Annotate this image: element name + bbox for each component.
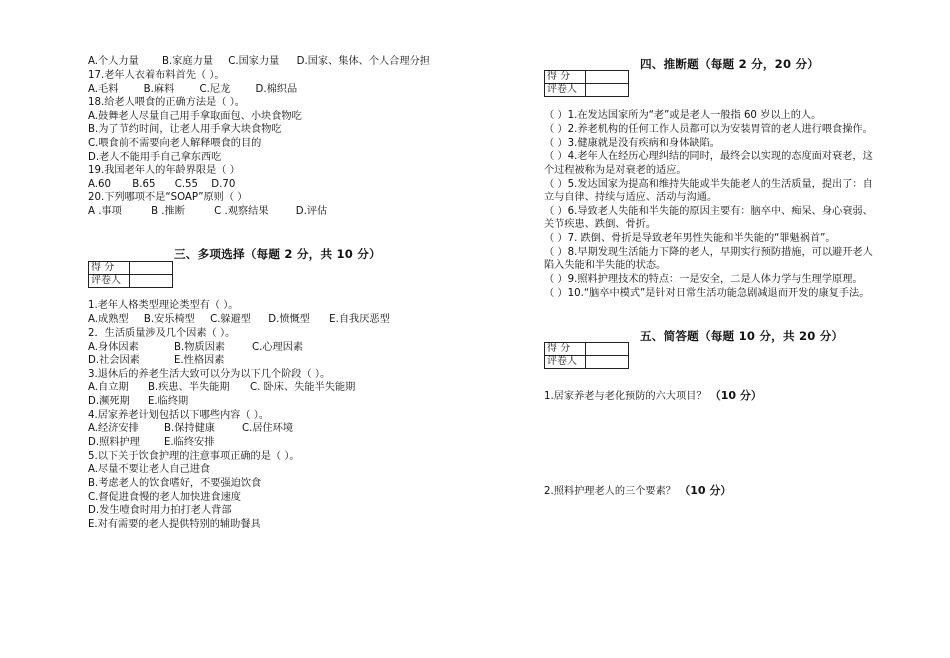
s3-q5-option-e: E.对有需要的老人提供特别的辅助餐具 — [88, 519, 261, 530]
question-text: 1.居家养老与老化预防的六大项目？ — [544, 391, 707, 402]
s3-q3-row1 — [88, 381, 355, 394]
option: C.国家力量 — [228, 56, 280, 67]
option: C.尼龙 — [199, 84, 231, 95]
s3-q5-option-b: B.考虑老人的饮食嗜好，不要强迫饮食 — [88, 478, 262, 489]
s4-item-8: （ ）8.早期发现生活能力下降的老人，早期实行预防措施，可以避开老人 — [544, 247, 873, 258]
q19-stem: 19.我国老年人的年龄界限是（ ） — [88, 165, 240, 176]
option: D.70 — [211, 179, 236, 190]
q18-option-d: D.老人不能用手自己拿东西吃 — [88, 152, 222, 163]
question-points: （10 分） — [709, 389, 762, 402]
s3-q5-option-a: A.尽量不要让老人自己进食 — [88, 464, 211, 475]
s3-q5-stem: 5.以下关于饮食护理的注意事项正确的是（ ）。 — [88, 451, 300, 462]
grader-label: 评卷人 — [545, 84, 586, 97]
score-table-section-3 — [88, 261, 173, 288]
option: E.临终安排 — [164, 437, 215, 448]
score-label: 得 分 — [545, 343, 586, 356]
option: C .观察结果 — [214, 206, 269, 217]
option: A.60 — [88, 179, 111, 190]
option: C.55 — [174, 179, 199, 190]
option: A .事项 — [88, 206, 122, 217]
option: A.毛料 — [88, 84, 119, 95]
q20-options — [88, 205, 327, 218]
s5-q2 — [544, 484, 731, 498]
s4-item-3: （ ）3.健康就是没有疾病和身体缺陷。 — [544, 138, 720, 149]
q18-option-c: C.喂食前不需要向老人解释喂食的目的 — [88, 138, 262, 149]
q18-option-b: B.为了节约时间，让老人用手拿大块食物吃 — [88, 124, 282, 135]
q19-options — [88, 178, 235, 191]
option: C.居住环境 — [242, 423, 294, 434]
s3-q4-row1 — [88, 422, 293, 435]
option: D.濒死期 — [88, 396, 130, 407]
s3-q2-stem: 2．生活质量涉及几个因素（ ）。 — [88, 328, 236, 339]
option: C. 卧床、失能半失能期 — [250, 382, 356, 393]
option: B.物质因素 — [174, 342, 225, 353]
q17-options — [88, 83, 297, 96]
option: D.评估 — [295, 206, 328, 217]
option: D.国家、集体、个人合理分担 — [296, 56, 430, 67]
score-label: 得 分 — [545, 71, 586, 84]
q17-stem: 17.老年人衣着布料首先（ ）。 — [88, 70, 225, 81]
s5-q1 — [544, 389, 762, 403]
s4-item-6-cont: 关节疾患、跌倒、骨折。 — [544, 219, 657, 230]
score-table-section-4 — [544, 70, 629, 97]
s4-item-9: （ ）9.照料护理技术的特点：一是安全，二是人体力学与生理学原理。 — [544, 274, 863, 285]
s4-item-2: （ ）2.养老机构的任何工作人员都可以为安装胃管的老人进行喂食操作。 — [544, 124, 873, 135]
option: B.疾患、半失能期 — [148, 382, 230, 393]
q18-option-a: A.鼓舞老人尽量自己用手拿取面包、小块食物吃 — [88, 111, 302, 122]
s3-q2-row1 — [88, 341, 303, 354]
score-cell[interactable] — [586, 343, 629, 356]
option: A.经济安排 — [88, 423, 139, 434]
s4-item-6: （ ）6.导致老人失能和半失能的原因主要有：脑卒中、痴呆、身心衰弱、 — [544, 206, 873, 217]
s3-q2-row2 — [88, 354, 224, 367]
s4-item-10: （ ）10.“脑卒中模式”是针对日常生活功能急剧减退而开发的康复手法。 — [544, 288, 870, 299]
option: B .推断 — [151, 206, 185, 217]
option: E.性格因素 — [174, 355, 225, 366]
option: E.自我厌恶型 — [329, 314, 390, 325]
option: B.保持健康 — [164, 423, 215, 434]
s4-item-5: （ ）5.发达国家为提高和维持失能或半失能老人的生活质量，提出了：自 — [544, 179, 873, 190]
question-points: （10 分） — [679, 484, 732, 497]
grader-cell[interactable] — [586, 84, 629, 97]
grader-label: 评卷人 — [545, 356, 586, 369]
option: B.65 — [132, 179, 156, 190]
s3-q4-row2 — [88, 436, 214, 449]
option: E.临终期 — [148, 396, 189, 407]
option: B.家庭力量 — [162, 56, 214, 67]
s3-q1-stem: 1.老年人格类型理论类型有（ ）。 — [88, 300, 239, 311]
section-4-title: 四、推断题（每题 2 分，20 分） — [640, 57, 820, 71]
s4-item-1: （ ）1.在发达国家所为“老”或是老人一般指 60 岁以上的人。 — [544, 110, 822, 121]
score-table-section-5 — [544, 342, 629, 369]
s3-q5-option-c: C.督促进食慢的老人加快进食速度 — [88, 492, 241, 503]
s3-q1-options — [88, 313, 390, 326]
section-3-title: 三、多项选择（每题 2 分，共 10 分） — [174, 247, 381, 261]
q18-stem: 18.给老人喂食的正确方法是（ ）。 — [88, 97, 245, 108]
question-text: 2.照料护理老人的三个要素？ — [544, 486, 676, 497]
section-5-title: 五、简答题（每题 10 分，共 20 分） — [640, 329, 844, 343]
s4-item-4-cont: 个过程被称为是对衰老的适应。 — [544, 165, 687, 176]
s3-q3-stem: 3.退休后的养老生活大致可以分为以下几个阶段（ ）。 — [88, 369, 331, 380]
option: C.心理因素 — [252, 342, 304, 353]
s3-q5-option-d: D.发生噎食时用力拍打老人背部 — [88, 505, 232, 516]
option: A.成熟型 — [88, 314, 129, 325]
option: B.安乐椅型 — [143, 314, 195, 325]
option: A.身体因素 — [88, 342, 139, 353]
grader-cell[interactable] — [586, 356, 629, 369]
option: A.个人力量 — [88, 56, 139, 67]
q20-stem: 20.下列哪项不是“SOAP”原则（ ） — [88, 192, 248, 203]
option: D.社会因素 — [88, 355, 140, 366]
option: A.自立期 — [88, 382, 129, 393]
s4-item-8-cont: 陷入失能和半失能的状态。 — [544, 260, 667, 271]
s3-q4-stem: 4.居家养老计划包括以下哪些内容（ ）。 — [88, 410, 270, 421]
s3-q3-row2 — [88, 395, 188, 408]
option: C.躲避型 — [210, 314, 251, 325]
score-label: 得 分 — [89, 262, 130, 275]
q16-options — [88, 55, 430, 68]
s4-item-7: （ ）7. 跌倒、骨折是导致老年男性失能和半失能的“罪魁祸首”。 — [544, 233, 836, 244]
grader-cell[interactable] — [130, 275, 173, 288]
score-cell[interactable] — [586, 71, 629, 84]
score-cell[interactable] — [130, 262, 173, 275]
option: D.愤慨型 — [268, 314, 310, 325]
s4-item-5-cont: 立与自律、持续与适应、活动与沟通。 — [544, 192, 718, 203]
option: D.照料护理 — [88, 437, 140, 448]
grader-label: 评卷人 — [89, 275, 130, 288]
s4-item-4: （ ）4.老年人在经历心理纠结的同时，最终会以实现的态度面对衰老，这 — [544, 151, 873, 162]
option: B.麻料 — [143, 84, 175, 95]
option: D.棉织品 — [255, 84, 298, 95]
